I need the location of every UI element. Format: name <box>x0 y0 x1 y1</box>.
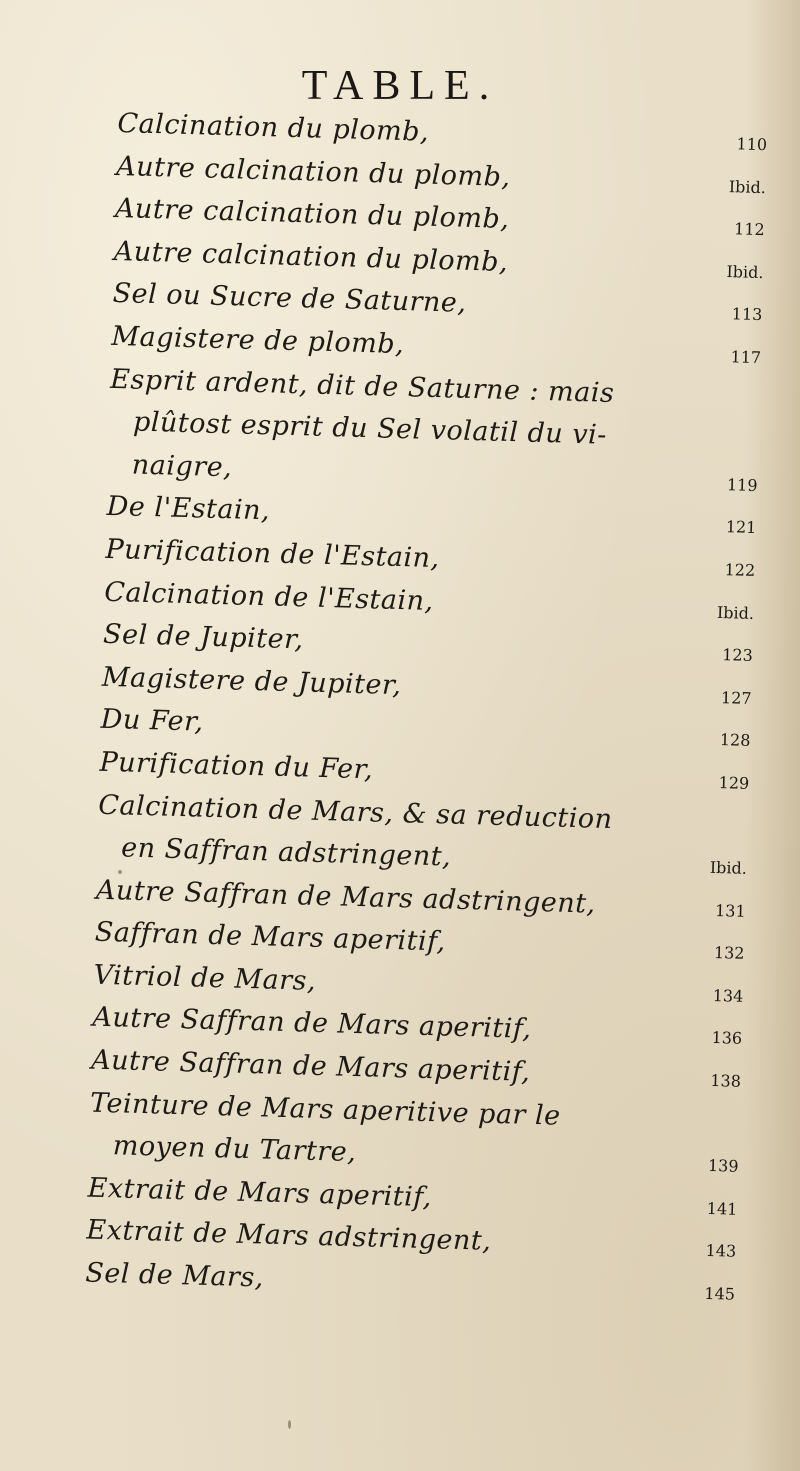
toc-entry-page-number: 121 <box>725 517 757 538</box>
toc-entry-page-number: 132 <box>713 943 745 964</box>
toc-entry-page-number: 141 <box>706 1198 738 1219</box>
toc-entry-title-line: Magistere de plomb, <box>111 320 405 361</box>
toc-entry-title-line: Purification de l'Estain, <box>105 533 441 575</box>
toc-entry-page-number: 143 <box>705 1241 737 1262</box>
toc-entry-title-line: Autre Saffran de Mars aperitif, <box>92 1002 532 1046</box>
toc-entry-title-line: en Saffran adstringent, <box>120 832 452 873</box>
toc-entry-page-number: 112 <box>733 219 765 240</box>
toc-entry-title-line: moyen du Tartre, <box>112 1130 357 1169</box>
toc-entry-title-line: Teinture de Mars aperitive par le <box>89 1087 562 1132</box>
toc-entry-title-line: Calcination de Mars, & sa reduction <box>97 789 613 835</box>
toc-entry-page-number: 139 <box>707 1156 739 1176</box>
toc-entry-title-line: De l'Estain, <box>106 491 271 527</box>
toc-entry-title-line: Calcination du plomb, <box>116 107 430 148</box>
toc-entry-title-line: Sel de Mars, <box>84 1257 265 1294</box>
toc-entry-page-number: 127 <box>720 687 752 708</box>
toc-entry-page-number: 119 <box>726 474 758 495</box>
toc-entry-title-line: Autre calcination du plomb, <box>115 150 511 193</box>
toc-entry-title-line: Autre calcination du plomb, <box>113 235 509 278</box>
toc-entry-page-number: Ibid. <box>709 857 748 878</box>
paper-speck <box>118 870 122 874</box>
toc-entry-title-line: Autre Saffran de Mars adstringent, <box>95 874 597 920</box>
toc-entry-page-number: 129 <box>718 772 750 793</box>
toc-entry-title-line: Autre Saffran de Mars aperitif, <box>90 1044 531 1088</box>
table-of-contents <box>85 103 768 1313</box>
toc-entry-title-line: Extrait de Mars adstringent, <box>86 1215 492 1258</box>
toc-entry-page-number: 134 <box>712 985 744 1006</box>
toc-entry-title-line: Calcination de l'Estain, <box>103 576 435 617</box>
toc-entry-page-number: 122 <box>724 560 756 580</box>
toc-entry-page-number: Ibid. <box>726 261 764 282</box>
toc-entry-page-number: 136 <box>711 1028 743 1049</box>
toc-entry-title-line: Sel ou Sucre de Saturne, <box>112 278 467 320</box>
toc-entry-title-line: Autre calcination du plomb, <box>114 193 510 236</box>
toc-entry-title-line: Extrait de Mars aperitif, <box>87 1172 433 1214</box>
toc-entry-page-number: Ibid. <box>716 602 755 623</box>
toc-entry-page-number: Ibid. <box>728 176 767 197</box>
toc-entry-page-number: 117 <box>730 347 762 368</box>
toc-entry-page-number: 131 <box>714 900 746 921</box>
toc-entry-title-line: Magistere de Jupiter, <box>101 661 402 701</box>
toc-entry-page-number: 128 <box>719 730 751 751</box>
toc-entry-page-number: 113 <box>731 304 763 325</box>
toc-entry-title-line: Sel de Jupiter, <box>102 618 305 656</box>
toc-entry-title-line: Saffran de Mars aperitif, <box>94 916 447 958</box>
toc-entry-page-number: 110 <box>736 134 768 155</box>
toc-entry-title-line: Purification du Fer, <box>99 746 374 786</box>
toc-entry-title-line: Vitriol de Mars, <box>93 959 317 997</box>
toc-entry-title-line: plûtost esprit du Sel volatil du vi- <box>132 406 608 451</box>
toc-entry-page-number: 123 <box>722 645 754 666</box>
toc-entry-title-line: Du Fer, <box>100 704 205 738</box>
toc-entry <box>107 358 760 504</box>
paper-speck <box>288 1420 291 1429</box>
toc-entry-title-line: Esprit ardent, dit de Saturne : mais <box>109 363 615 409</box>
toc-entry-page-number: 138 <box>710 1070 742 1091</box>
page-title: TABLE. <box>301 63 499 109</box>
toc-entry-page-number: 145 <box>704 1283 736 1304</box>
toc-entry-title-line: naigre, <box>131 449 233 484</box>
